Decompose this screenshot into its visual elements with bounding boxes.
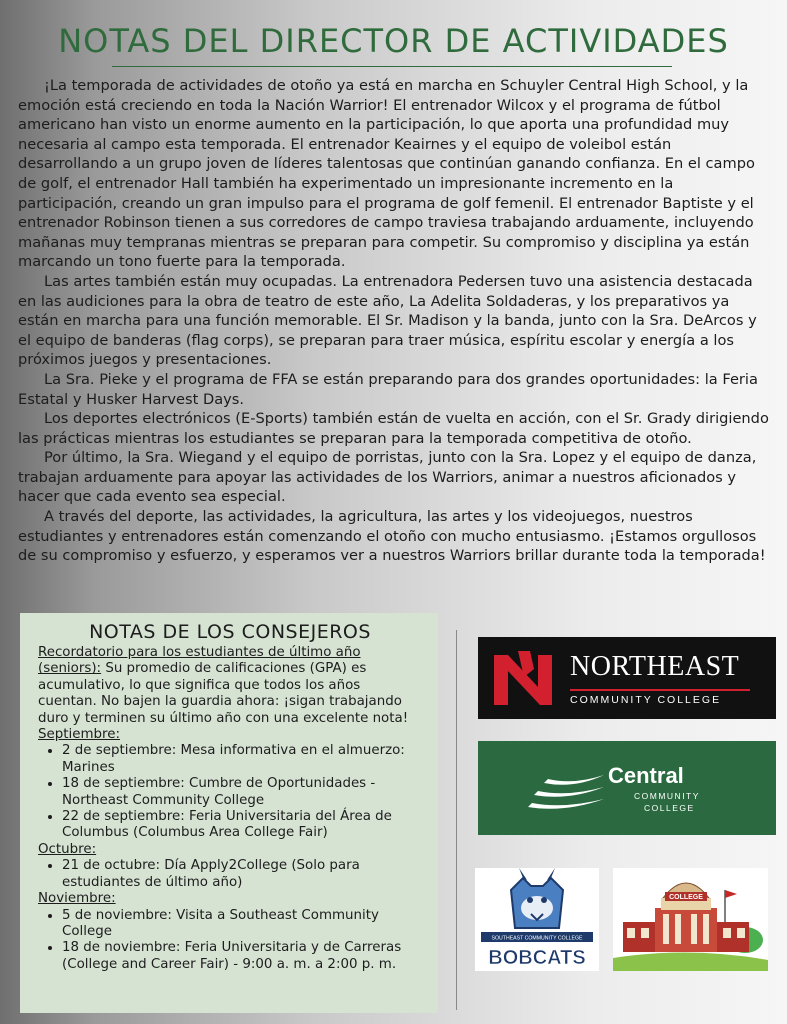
reminder-text: Su promedio de calificaciones (GPA) es acumulativo, lo que significa que todos los años cuentan. No bajen la guardia ahora: ¡sigan trabajando duro y terminen su último año con una excelente nota! [38,661,409,726]
event-item: • 21 de octubre: Día Apply2College (Solo para estudiantes de último año) [62,858,422,891]
page-title: NOTAS DEL DIRECTOR DE ACTIVIDADES [58,22,729,60]
month-heading-october: Octubre: [38,841,97,857]
october-events [38,858,422,891]
central-swoosh-icon [524,769,608,813]
bobcats-banner-text: SOUTHEAST COMMUNITY COLLEGE [491,935,583,942]
bobcat-mascot-icon [475,868,599,971]
central-subtitle-college: COLLEGE [644,803,695,813]
article-paragraph: Los deportes electrónicos (E-Sports) también están de vuelta en acción, con el Sr. Grady dirigiendo las prácticas mientras los estudiantes se preparan para la temporada competitiva de otoño. [18,410,769,447]
article-paragraph: ¡La temporada de actividades de otoño ya está en marcha en Schuyler Central High School, y la emoción está creciendo en toda la Nación Warrior! El entrenador Wilcox y el programa de fútbol americano han visto un enorme aumento en la participación, lo que aporta una profundidad muy necesaria al campo esta temporada. El entrenador Keairnes y el equipo de voleibol están desarrollando a un grupo joven de líderes talentosas que continúan ganando confianza. En el campo de golf, el entrenador Hall también ha experimentado un impresionante incremento en la participación, creando un gran impulso para el programa de golf femenil. El entrenador Baptiste y el entrenador Robinson tienen a sus corredores de campo traviesa trabajando arduamente, incluyendo mañanas muy tempranas mientras se preparan para competir. Su compromiso y disciplina ya están marcando un tono fuerte para la temporada. [18,77,755,271]
event-item: • 18 de septiembre: Cumbre de Oportunidades - Northeast Community College [62,776,422,809]
central-subtitle-community: COMMUNITY [634,791,700,801]
college-building-icon [613,868,768,971]
article-paragraph: Las artes también están muy ocupadas. La entrenadora Pedersen tuvo una asistencia destacada en las audiciones para la obra de teatro de este año, La Adelita Soldaderas, y los preparativos ya están en marcha para una función memorable. El Sr. Madison y la banda, junto con la Sra. DeArcos y el equipo de banderas (flag corps), se preparan para traer música, espíritu escolar y energía a los próximos juegos y presentaciones. [18,272,757,369]
counselor-notes-panel [20,613,438,1013]
bobcats-wordmark: BOBCATS [488,947,586,969]
article-body [18,76,770,566]
college-sign-text: COLLEGE [669,894,703,901]
article-paragraph: La Sra. Pieke y el programa de FFA se están preparando para dos grandes oportunidades: la Feria Estatal y Husker Harvest Days. [18,370,758,408]
month-heading-november: Noviembre: [38,891,116,907]
event-item: • 22 de septiembre: Feria Universitaria del Área de Columbus (Columbus Area College Fair) [62,809,422,842]
event-item: • 2 de septiembre: Mesa informativa en el almuerzo: Marines [62,743,422,776]
event-item: • 18 de noviembre: Feria Universitaria y de Carreras (College and Career Fair) - 9:00 a. m. a 2:00 p. m. [62,940,422,973]
central-wordmark: Central [608,763,684,788]
bobcats-logo [475,868,599,971]
column-divider [456,630,457,1010]
senior-reminder [38,645,422,727]
november-events [38,908,422,974]
counselor-heading: NOTAS DE LOS CONSEJEROS [89,621,371,643]
central-college-logo [478,741,776,835]
northeast-rule [570,689,750,691]
september-events [38,743,422,841]
title-divider [112,66,672,67]
northeast-n-icon [490,647,558,709]
reminder-title: Recordatorio para los estudiantes de último año (seniors): [38,645,361,677]
article-paragraph: Por último, la Sra. Wiegand y el equipo de porristas, junto con la Sra. Lopez y el equipo de danza, trabajan arduamente para apoyar las actividades de los Warriors, animar a nuestros aficionados y hacer que cada evento sea especial. [18,449,757,506]
month-heading-september: Septiembre: [38,727,120,743]
northeast-wordmark: NORTHEAST [570,651,740,682]
northeast-college-logo [478,637,776,719]
college-building-logo [613,868,768,971]
article-paragraph: A través del deporte, las actividades, la agricultura, las artes y los videojuegos, nuestros estudiantes y entrenadores están comenzando el otoño con mucho entusiasmo. ¡Estamos orgullosos de su compromiso y esfuerzo, y esperamos ver a nuestros Warriors brillar durante toda la temporada! [18,508,766,565]
event-item: • 5 de noviembre: Visita a Southeast Community College [62,908,422,941]
northeast-subtitle: COMMUNITY COLLEGE [570,694,722,706]
